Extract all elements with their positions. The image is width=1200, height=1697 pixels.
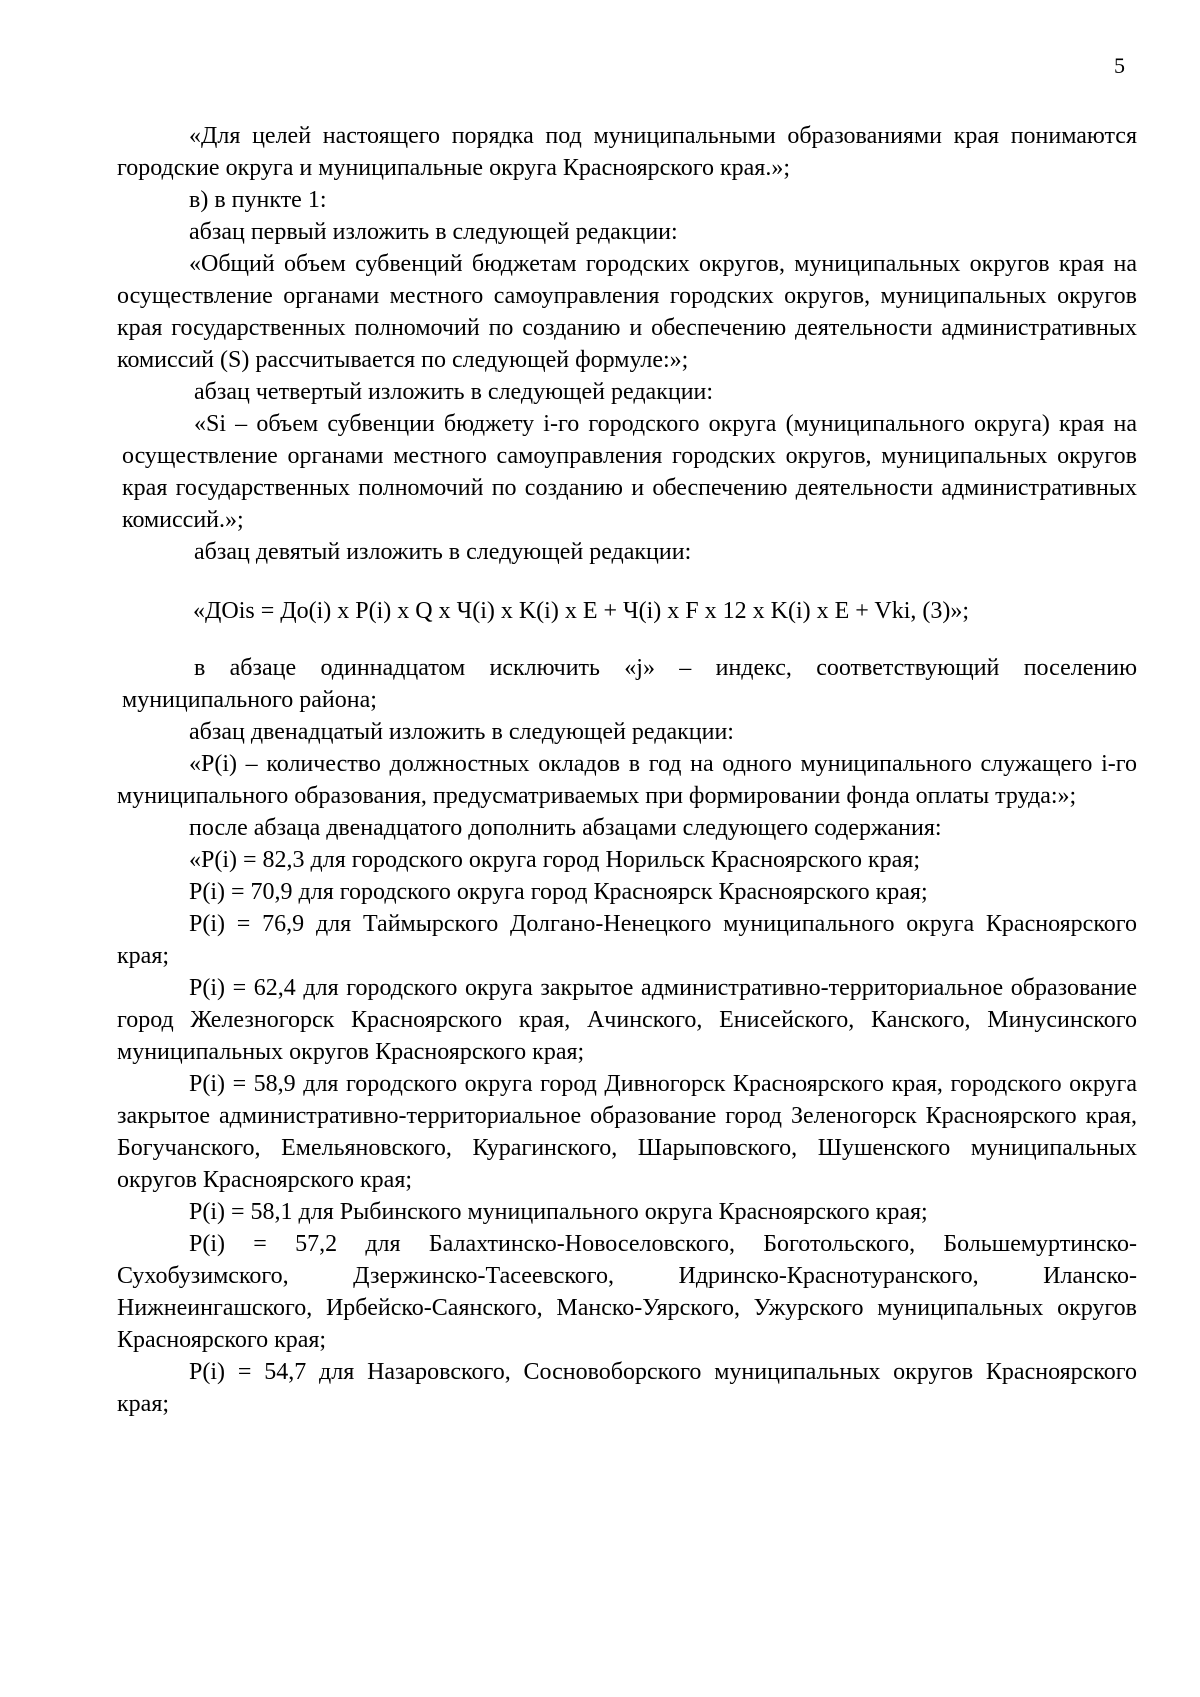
paragraph-p-definition: «P(i) – количество должностных окладов в год на одного муниципального служащего i-го муниципального образования, предусматриваемых при формировании фонда оплаты труда:»; [117,751,1137,809]
paragraph-total-subvention: «Общий объем субвенций бюджетам городских округов, муниципальных округов края на осуществление органами местного самоуправления городских округов, муниципальных округов края государственных полномочий по созданию и обеспечению деятельности административных комиссий (S) рассчитывается по следующей формуле:»; [117,251,1137,373]
paragraph-si-definition: «Si – объем субвенции бюджету i-го городского округа (муниципального округа) края на осуществление органами местного самоуправления городских округов, муниципальных округов края государственных полномочий по созданию и обеспечению деятельности административных комиссий.»; [122,411,1137,533]
paragraph-definition-municipal: «Для целей настоящего порядка под муниципальными образованиями края понимаются городские округа и муниципальные округа Красноярского края.»; [117,123,1137,181]
paragraph-instruction-first: абзац первый изложить в следующей редакции: [189,219,678,245]
paragraph-instruction-twelfth: абзац двенадцатый изложить в следующей редакции: [189,719,734,745]
page-number: 5 [1114,53,1125,78]
paragraph-krasnoyarsk: P(i) = 70,9 для городского округа город Красноярск Красноярского края; [189,879,928,905]
paragraph-nazarovo: P(i) = 54,7 для Назаровского, Сосновоборского муниципальных округов Красноярского края; [117,1359,1137,1417]
paragraph-instruction-ninth: абзац девятый изложить в следующей редакции: [194,539,692,565]
paragraph-eleventh-exclusion: в абзаце одиннадцатом исключить «j» – индекс, соответствующий поселению муниципального района; [122,655,1137,713]
document-body [117,120,1137,1420]
paragraph-instruction-fourth: абзац четвертый изложить в следующей редакции: [194,379,714,405]
paragraph-zheleznogorsk: P(i) = 62,4 для городского округа закрытое административно-территориальное образование город Железногорск Красноярского края, Ачинского, Енисейского, Канского, Минусинского муниципальных округов Красноярского края; [117,975,1137,1065]
formula-3: «ДОis = До(i) x P(i) x Q x Ч(i) x K(i) x E + Ч(i) x F x 12 x K(i) x E + Vki, (3)»; [193,598,970,624]
paragraph-divnogorsk: P(i) = 58,9 для городского округа город Дивногорск Красноярского края, городского округа закрытое административно-территориальное образование город Зеленогорск Красноярского края, Богучанского, Емельяновского, Курагинского, Шарыповского, Шушенского муниципальных округов Красноярского края; [117,1071,1137,1193]
paragraph-taimyr: P(i) = 76,9 для Таймырского Долгано-Ненецкого муниципального округа Красноярского края; [117,911,1137,969]
paragraph-norilsk: «P(i) = 82,3 для городского округа город Норильск Красноярского края; [189,847,920,873]
paragraph-item-v: в) в пункте 1: [189,187,327,213]
paragraph-balakhtinsko: P(i) = 57,2 для Балахтинско-Новоселовского, Боготольского, Большемуртинско-Сухобузимского, Дзержинско-Тасеевского, Идринско-Краснотуранского, Иланско-Нижнеингашского, Ирбейско-Саянского, Манско-Уярского, Ужурского муниципальных округов Красноярского края; [117,1231,1137,1353]
paragraph-instruction-additions: после абзаца двенадцатого дополнить абзацами следующего содержания: [189,815,942,841]
paragraph-rybinsk: P(i) = 58,1 для Рыбинского муниципального округа Красноярского края; [189,1199,928,1225]
